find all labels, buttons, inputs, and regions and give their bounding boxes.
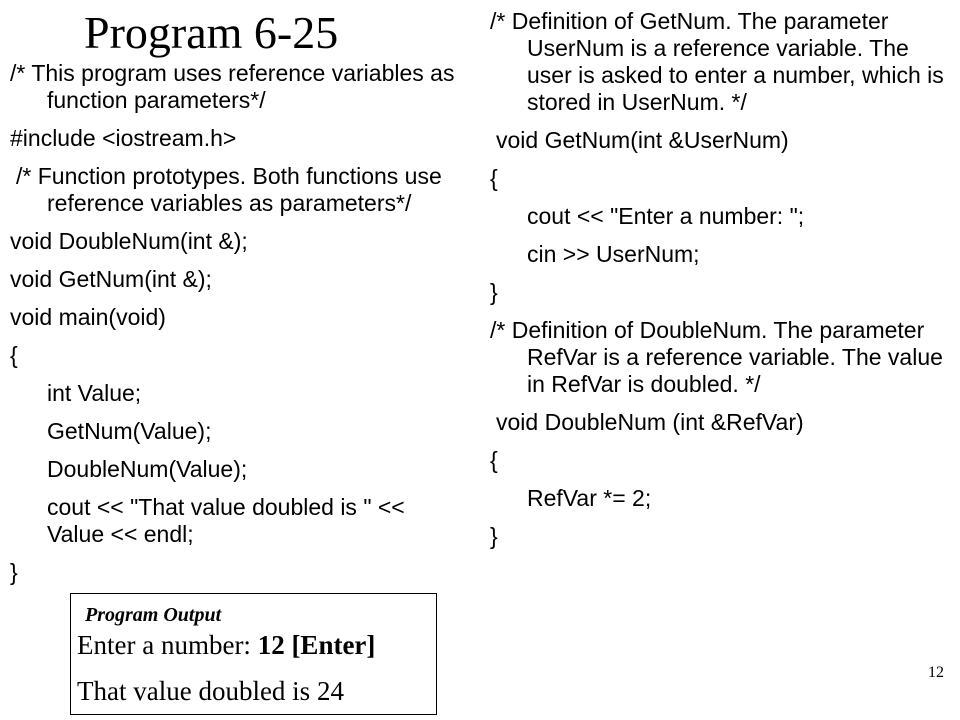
code-line: cin >> UserNum; [527,241,700,267]
code-line: int Value; [47,380,142,406]
code-line: cout << "Enter a number: "; [527,203,805,229]
right-code-column [490,8,950,561]
code-line: RefVar *= 2; [527,485,652,511]
output-line-prompt [77,630,375,661]
slide-title: Program 6-25 [84,7,339,58]
code-line: /* Definition of DoubleNum. The parameter RefVar is a reference variable. The value in RefVar is doubled. */ [490,317,950,397]
code-line: { [490,447,498,473]
code-line: /* Definition of GetNum. The parameter UserNum is a reference variable. The user is asked to enter a number, which is stored in UserNum. */ [490,8,951,115]
output-prompt-text: Enter a number: [77,630,258,660]
code-line: /* Function prototypes. Both functions use reference variables as parameters*/ [16,163,449,216]
code-line: { [490,165,498,191]
code-line: DoubleNum(Value); [47,456,248,482]
code-line: } [490,523,498,549]
code-line: /* This program uses reference variables as function parameters*/ [10,60,461,113]
code-line: { [10,342,18,368]
output-line-result: That value doubled is 24 [77,676,344,706]
code-line: void GetNum(int &); [10,266,212,292]
code-line: void DoubleNum(int &); [10,228,248,254]
page-number: 12 [928,664,944,681]
code-line: GetNum(Value); [47,418,212,444]
code-line: void DoubleNum (int &RefVar) [496,409,804,435]
program-output-box [70,593,437,715]
code-line: } [490,279,498,305]
output-user-input: 12 [Enter] [257,630,376,660]
program-output-label: Program Output [85,604,222,626]
code-line: #include <iostream.h> [10,125,237,151]
code-line: void GetNum(int &UserNum) [496,127,789,153]
left-code-column [10,60,465,597]
code-line: } [10,559,18,585]
code-line: void main(void) [10,304,166,330]
code-line: cout << "That value doubled is " << Value << endl; [47,494,412,547]
